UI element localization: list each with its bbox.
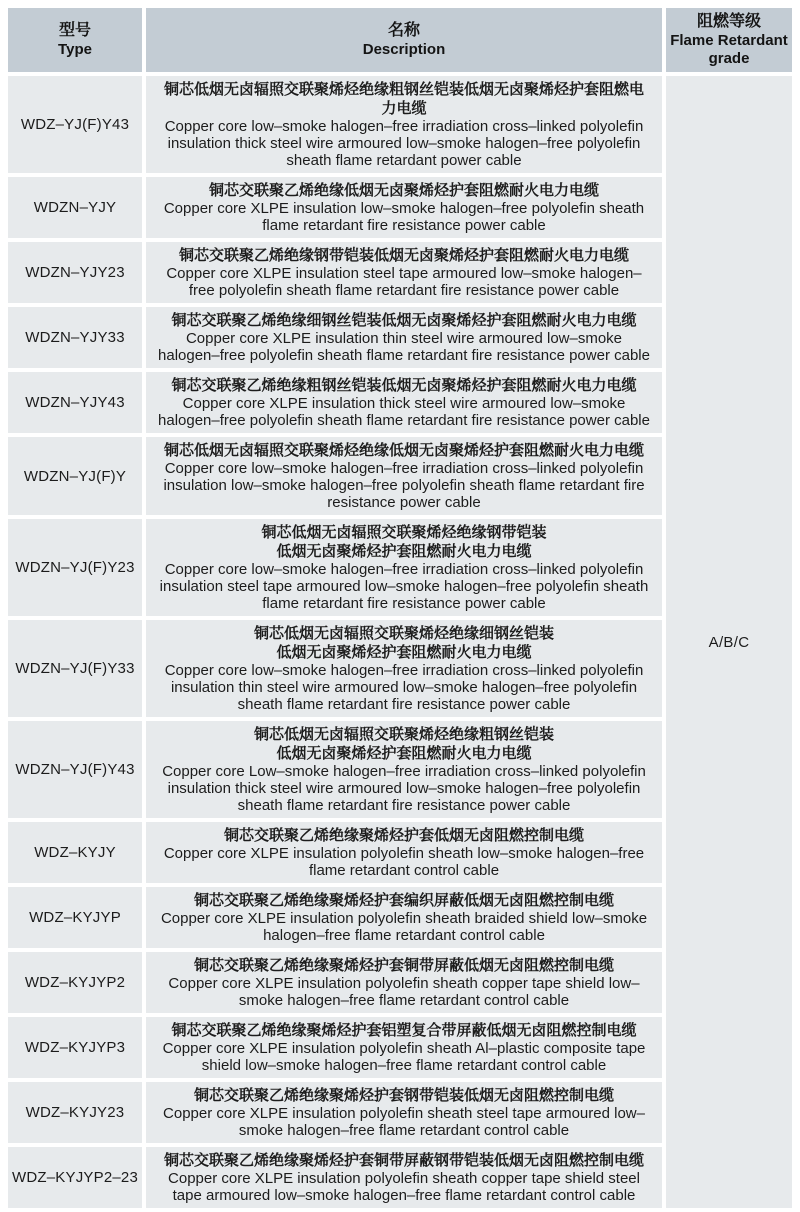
description-cell [146,372,662,433]
type-cell: WDZN–YJY43 [8,372,142,433]
description-zh-line: 低烟无卤聚烯烃护套阻燃耐火电力电缆 [276,644,532,661]
description-cell [146,76,662,173]
description-zh-line: 铜芯交联聚乙烯绝缘聚烯烃护套铜带屏蔽钢带铠装低烟无卤阻燃控制电缆 [163,1152,644,1169]
description-cell [146,1017,662,1078]
description-cell [146,952,662,1013]
type-cell: WDZ–KYJYP2 [8,952,142,1013]
description-cell [146,437,662,515]
description-zh-line: 低烟无卤聚烯烃护套阻燃耐火电力电缆 [276,745,532,762]
column-header-grade [666,8,792,72]
description-zh-line: 低烟无卤聚烯烃护套阻燃耐火电力电缆 [276,543,532,560]
description-cell [146,887,662,948]
description-zh-line: 铜芯低烟无卤辐照交联聚烯烃绝缘粗钢丝铠装 [253,726,554,743]
type-cell: WDZ–YJ(F)Y43 [8,76,142,173]
description-en: Copper core XLPE insulation polyolefin sheath steel tape armoured low–smoke halogen–free flame retardant control cable [163,1105,645,1139]
description-en: Copper core low–smoke halogen–free irradiation cross–linked polyolefin insulation thin steel wire armoured low–smoke halogen–free polyolefin sheath flame retardant fire resistance power cable [164,662,644,713]
description-en: Copper core XLPE insulation thin steel wire armoured low–smoke halogen–free polyolefin sheath flame retardant fire resistance power cable [158,330,650,364]
type-cell: WDZN–YJ(F)Y [8,437,142,515]
description-cell [146,307,662,368]
header-row [8,8,792,72]
description-zh-line: 铜芯低烟无卤辐照交联聚烯烃绝缘粗钢丝铠装低烟无卤聚烯烃护套阻燃电力电缆 [163,81,644,117]
type-cell: WDZN–YJY [8,177,142,238]
column-header-description [146,8,662,72]
description-zh-line: 铜芯交联聚乙烯绝缘聚烯烃护套低烟无卤阻燃控制电缆 [223,827,584,844]
description-zh-line: 铜芯交联聚乙烯绝缘粗钢丝铠装低烟无卤聚烯烃护套阻燃耐火电力电缆 [171,377,637,394]
column-header-description-zh: 名称 [387,22,420,39]
description-cell [146,620,662,717]
type-cell: WDZN–YJ(F)Y23 [8,519,142,616]
description-en: Copper core XLPE insulation polyolefin sheath copper tape shield steel tape armoured low–smoke halogen–free flame retardant control cable [168,1170,640,1204]
description-zh-line: 铜芯交联聚乙烯绝缘低烟无卤聚烯烃护套阻燃耐火电力电缆 [208,182,599,199]
cable-spec-table [4,4,796,1212]
description-zh-line: 铜芯交联聚乙烯绝缘细钢丝铠装低烟无卤聚烯烃护套阻燃耐火电力电缆 [171,312,637,329]
description-zh-line: 铜芯低烟无卤辐照交联聚烯烃绝缘低烟无卤聚烯烃护套阻燃耐火电力电缆 [163,442,644,459]
description-en: Copper core Low–smoke halogen–free irradiation cross–linked polyolefin insulation thick steel wire armoured low–smoke halogen–free polyolefin sheath flame retardant fire resistance power cable [162,763,646,814]
description-cell [146,242,662,303]
type-cell: WDZ–KYJY23 [8,1082,142,1143]
table-row [8,76,792,173]
description-cell [146,822,662,883]
description-en: Copper core low–smoke halogen–free irradiation cross–linked polyolefin insulation thick steel wire armoured low–smoke halogen–free polyolefin sheath flame retardant power cable [164,118,644,169]
description-zh-line: 铜芯交联聚乙烯绝缘钢带铠装低烟无卤聚烯烃护套阻燃耐火电力电缆 [178,247,629,264]
type-cell: WDZN–YJY33 [8,307,142,368]
type-cell: WDZ–KYJYP3 [8,1017,142,1078]
description-zh-line: 铜芯交联聚乙烯绝缘聚烯烃护套铜带屏蔽低烟无卤阻燃控制电缆 [193,957,614,974]
description-zh-line: 铜芯低烟无卤辐照交联聚烯烃绝缘细钢丝铠装 [253,625,554,642]
description-en: Copper core XLPE insulation polyolefin sheath Al–plastic composite tape shield low–smoke halogen–free flame retardant control cable [162,1040,646,1074]
description-en: Copper core XLPE insulation low–smoke halogen–free polyolefin sheath flame retardant fire resistance power cable [163,200,645,234]
description-en: Copper core XLPE insulation steel tape armoured low–smoke halogen–free polyolefin sheath flame retardant fire resistance power cable [166,265,642,299]
description-en: Copper core XLPE insulation polyolefin sheath copper tape shield low–smoke halogen–free flame retardant control cable [168,975,640,1009]
column-header-grade-zh: 阻燃等级 [696,13,761,30]
description-cell [146,1147,662,1208]
description-cell [146,721,662,818]
description-en: Copper core XLPE insulation thick steel wire armoured low–smoke halogen–free polyolefin sheath flame retardant fire resistance power cable [158,395,650,429]
type-cell: WDZN–YJ(F)Y43 [8,721,142,818]
description-en: Copper core low–smoke halogen–free irradiation cross–linked polyolefin insulation steel tape armoured low–smoke halogen–free polyolefin sheath flame retardant fire resistance power cable [159,561,649,612]
type-cell: WDZ–KYJYP2–23 [8,1147,142,1208]
description-zh-line: 铜芯低烟无卤辐照交联聚烯烃绝缘钢带铠装 [261,524,547,541]
description-en: Copper core low–smoke halogen–free irradiation cross–linked polyolefin insulation low–smoke halogen–free polyolefin sheath flame retardant fire resistance power cable [163,460,645,511]
description-en: Copper core XLPE insulation polyolefin sheath braided shield low–smoke halogen–free flame retardant control cable [160,910,648,944]
description-cell [146,177,662,238]
description-zh-line: 铜芯交联聚乙烯绝缘聚烯烃护套编织屏蔽低烟无卤阻燃控制电缆 [193,892,614,909]
flame-retardant-grade-value: A/B/C [666,76,792,1208]
type-cell: WDZ–KYJYP [8,887,142,948]
description-zh-line: 铜芯交联聚乙烯绝缘聚烯烃护套铝塑复合带屏蔽低烟无卤阻燃控制电缆 [171,1022,637,1039]
type-cell: WDZN–YJ(F)Y33 [8,620,142,717]
column-header-description-en: Description [362,41,446,58]
description-zh-line: 铜芯交联聚乙烯绝缘聚烯烃护套钢带铠装低烟无卤阻燃控制电缆 [193,1087,614,1104]
description-cell [146,1082,662,1143]
column-header-type-en: Type [58,41,92,58]
type-cell: WDZ–KYJY [8,822,142,883]
description-cell [146,519,662,616]
column-header-grade-en: Flame Retardant grade [670,32,788,67]
description-en: Copper core XLPE insulation polyolefin sheath low–smoke halogen–free flame retardant control cable [163,845,645,879]
column-header-type-zh: 型号 [58,22,91,39]
column-header-type [8,8,142,72]
type-cell: WDZN–YJY23 [8,242,142,303]
